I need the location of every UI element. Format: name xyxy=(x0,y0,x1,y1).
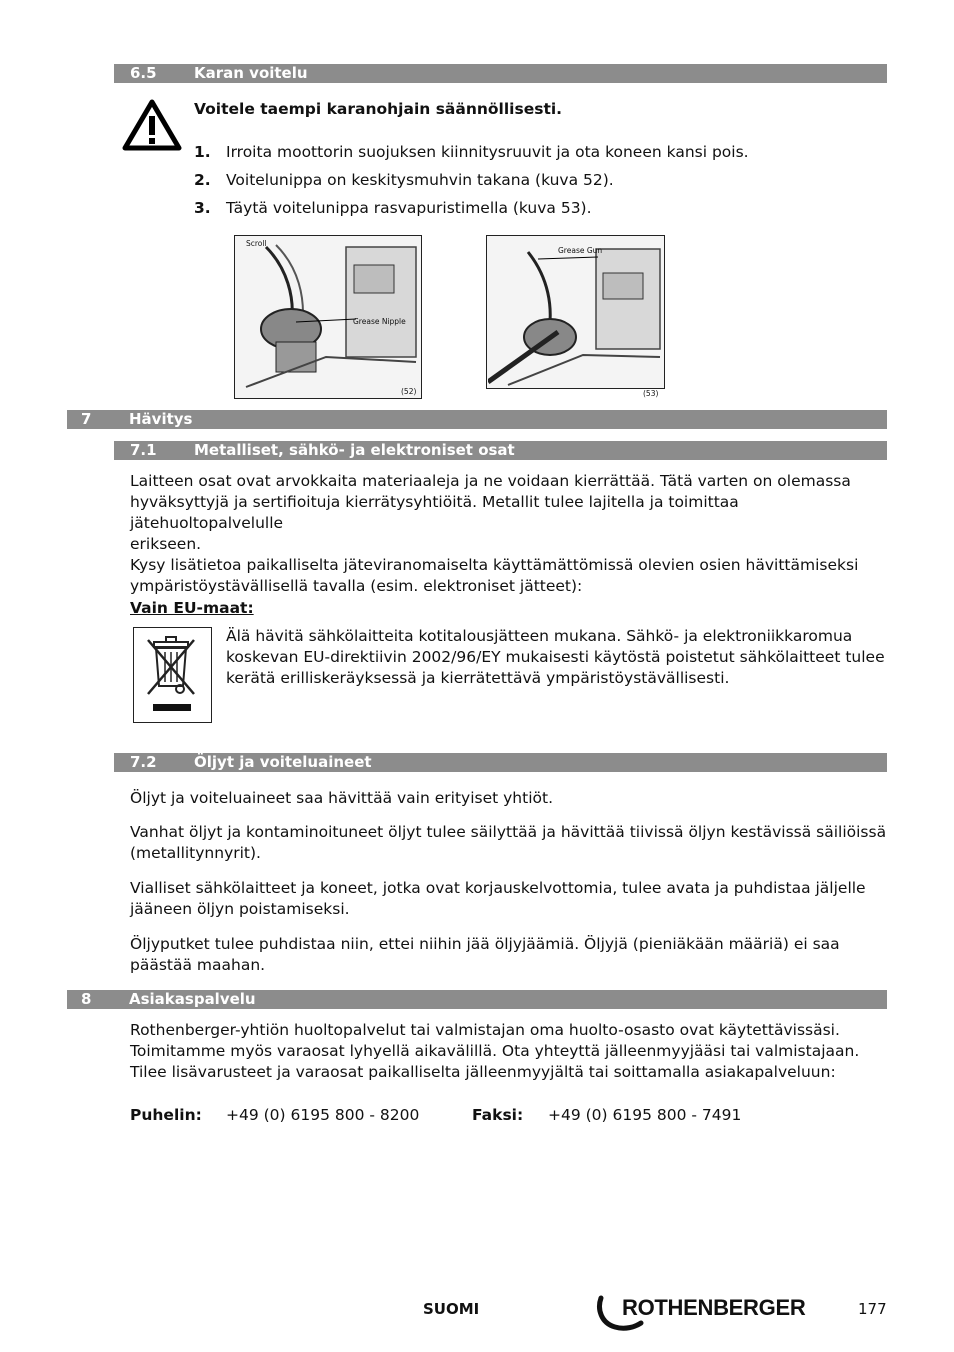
section-header-7-2 xyxy=(114,753,887,772)
figure-label: Scroll xyxy=(246,239,267,248)
paragraph-7-2-c: Vialliset sähkölaitteet ja koneet, jotka ovat korjauskelvottomia, tulee avata ja puhdistaa jäljelle jääneen öljyn poistamiseksi. xyxy=(130,879,866,918)
section-header-7-1 xyxy=(114,441,887,460)
warning-text: Voitele taempi karanohjain säännöllisesti. xyxy=(194,100,563,118)
section-number: 7.2 xyxy=(130,753,157,771)
section-title: Hävitys xyxy=(129,410,193,428)
step-text: Täytä voitelunippa rasvapuristimella (kuva 53). xyxy=(226,199,592,217)
grease-gun-photo xyxy=(488,237,663,387)
figure-53 xyxy=(480,230,670,402)
paragraph-7-2-b: Vanhat öljyt ja kontaminoituneet öljyt tulee säilyttää ja hävittää tiivissä öljyn kestävissä säiliöissä (metallitynnyrit). xyxy=(130,823,887,862)
footer-page-number: 177 xyxy=(858,1300,887,1318)
section-title: Karan voitelu xyxy=(194,64,308,82)
phone-label: Puhelin: xyxy=(130,1106,202,1124)
figure-52 xyxy=(228,230,428,402)
weee-bin-icon xyxy=(133,627,212,723)
figure-label: Grease Gun xyxy=(558,246,603,255)
step-number: 3. xyxy=(194,199,211,217)
step-text: Irroita moottorin suojuksen kiinnitysruuvit ja ota koneen kansi pois. xyxy=(226,143,749,161)
figure-caption: (53) xyxy=(643,389,659,398)
eu-text: Älä hävitä sähkölaitteita kotitalousjätteen mukana. Sähkö- ja elektroniikkaromua koskevan EU-direktiivin 2002/96/EY mukaisesti käytöstä poistetut sähkölaitteet tulee kerätä erilliskeräyksessä ja kierrätettävä ympäristöystävällisesti. xyxy=(226,627,885,687)
section-number: 7.1 xyxy=(130,441,157,459)
warning-triangle-icon xyxy=(122,99,182,151)
step-text: Voitelunippa on keskitysmuhvin takana (kuva 52). xyxy=(226,171,614,189)
paragraph-8: Rothenberger-yhtiön huoltopalvelut tai valmistajan oma huolto-osasto ovat käytettävissäsi. Toimitamme myös varaosat lyhyellä aikavälillä. Ota yhteyttä jälleenmyyjääsi tai valmistajaan. Tilee lisävarusteet ja varaosat paikalliselta jälleenmyyjältä tai soittamalla asiakapalveluun: xyxy=(130,1021,860,1081)
phone-number: +49 (0) 6195 800 - 8200 xyxy=(226,1106,420,1124)
section-number: 8 xyxy=(81,990,92,1008)
section-title: Metalliset, sähkö- ja elektroniset osat xyxy=(194,441,515,459)
eu-heading: Vain EU-maat: xyxy=(130,599,254,617)
paragraph-7-2-a: Öljyt ja voiteluaineet saa hävittää vain erityiset yhtiöt. xyxy=(130,789,553,807)
footer-brand-logo: ROTHENBERGER xyxy=(622,1295,806,1320)
section-number: 7 xyxy=(81,410,92,428)
footer-language: SUOMI xyxy=(423,1300,480,1318)
paragraph-7-2-d: Öljyputket tulee puhdistaa niin, ettei niihin jää öljyjäämiä. Öljyjä (pieniäkään määriä) ei saa päästää maahan. xyxy=(130,935,840,974)
step-number: 2. xyxy=(194,171,211,189)
figure-label: Grease Nipple xyxy=(353,317,406,326)
section-title: Asiakaspalvelu xyxy=(129,990,256,1008)
fax-label: Faksi: xyxy=(472,1106,524,1124)
section-header-6-5 xyxy=(114,64,887,83)
section-number: 6.5 xyxy=(130,64,157,82)
step-number: 1. xyxy=(194,143,211,161)
section-header-7 xyxy=(67,410,887,429)
section-title: Öljyt ja voiteluaineet xyxy=(194,753,372,771)
fax-number: +49 (0) 6195 800 - 7491 xyxy=(548,1106,742,1124)
figure-caption: (52) xyxy=(401,387,417,396)
paragraph-7-1: Laitteen osat ovat arvokkaita materiaaleja ja ne voidaan kierrättää. Tätä varten on olemassa hyväksyttyjä ja sertifioituja kierrätysyhtiöitä. Metallit tulee lajitella ja toimittaa jätehuoltopalvelulle erikseen. Kysy lisätietoa paikalliselta jäteviranomaiselta käyttämättömissä olevien osien hävittämiseksi ympäristöystävällisellä tavalla (esim. elektroniset jätteet): xyxy=(130,472,859,595)
section-header-8 xyxy=(67,990,887,1009)
